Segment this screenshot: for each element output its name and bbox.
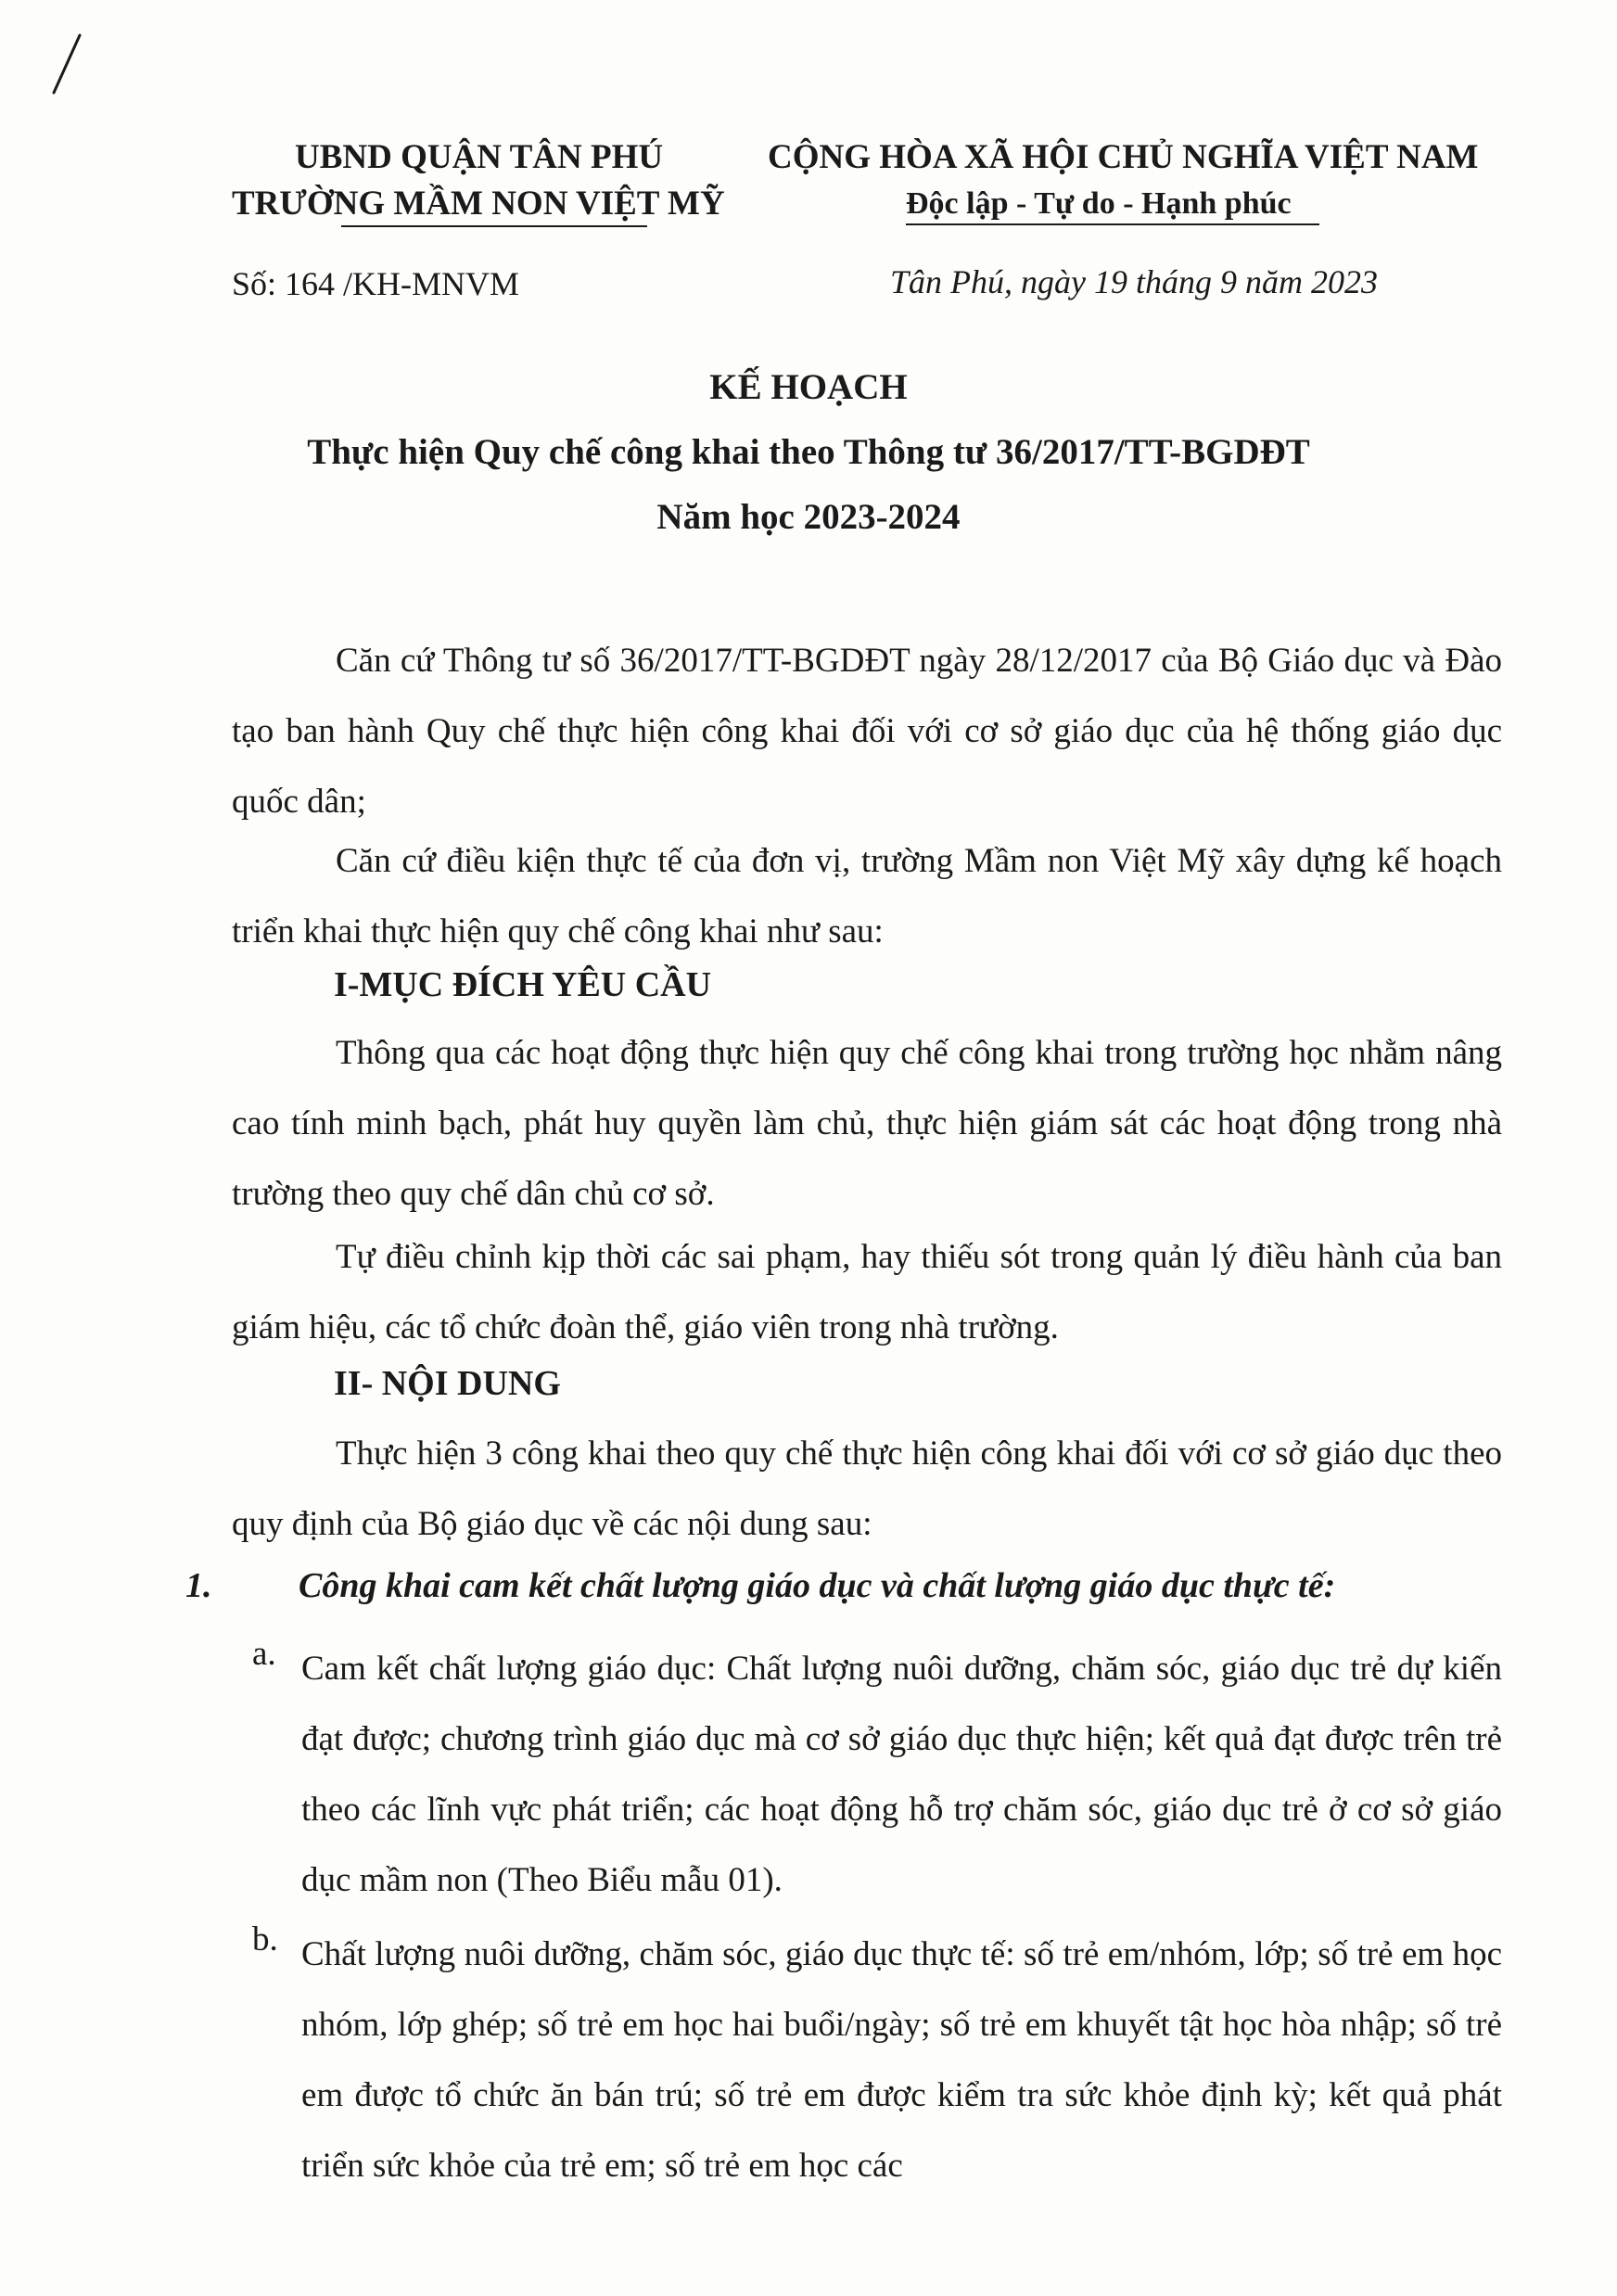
national-motto: Độc lập - Tự do - Hạnh phúc bbox=[906, 186, 1292, 221]
school-name-underline bbox=[341, 225, 647, 227]
section-heading-content: II- NỘI DUNG bbox=[334, 1364, 561, 1403]
document-subtitle: Thực hiện Quy chế công khai theo Thông tư 36/2017/TT-BGDĐT bbox=[307, 432, 1310, 472]
paragraph-content-intro: Thực hiện 3 công khai theo quy chế thực hiện công khai đối với cơ sở giáo dục theo quy định của Bộ giáo dục về các nội dung sau: bbox=[232, 1435, 1502, 1543]
sub-item-text-b: Chất lượng nuôi dưỡng, chăm sóc, giáo dục thực tế: số trẻ em/nhóm, lớp; số trẻ em học nhóm, lớp ghép; số trẻ em học hai buổi/ngày; số trẻ em khuyết tật học hòa nhập; số trẻ em được tổ chức ăn bán trú; số trẻ em được kiểm tra sức khỏe định kỳ; kết quả phát triển sức khỏe của trẻ em; số trẻ em học các bbox=[301, 1935, 1502, 2185]
national-motto-underline bbox=[906, 223, 1319, 225]
agency-name: UBND QUẬN TÂN PHÚ bbox=[295, 138, 664, 176]
paragraph-purpose-1: Thông qua các hoạt động thực hiện quy chế công khai trong trường học nhằm nâng cao tính minh bạch, phát huy quyền làm chủ, thực hiện giám sát các hoạt động trong nhà trường theo quy chế dân chủ cơ sở. bbox=[232, 1034, 1502, 1213]
sub-item-text-a: Cam kết chất lượng giáo dục: Chất lượng nuôi dưỡng, chăm sóc, giáo dục trẻ dự kiến đạt được; chương trình giáo dục mà cơ sở giáo dục thực hiện; kết quả đạt được trên trẻ theo các lĩnh vực phát triển; các hoạt động hỗ trợ chăm sóc, giáo dục trẻ ở cơ sở giáo dục mầm non (Theo Biểu mẫu 01). bbox=[301, 1650, 1502, 1899]
sub-item-letter-a: a. bbox=[252, 1635, 276, 1673]
paragraph-purpose-2: Tự điều chỉnh kịp thời các sai phạm, hay thiếu sót trong quản lý điều hành của ban giám hiệu, các tổ chức đoàn thể, giáo viên trong nhà trường. bbox=[232, 1238, 1502, 1346]
paragraph-legal-basis-2: Căn cứ điều kiện thực tế của đơn vị, trường Mầm non Việt Mỹ xây dựng kế hoạch triển khai thực hiện quy chế công khai như sau: bbox=[232, 842, 1502, 950]
national-title: CỘNG HÒA XÃ HỘI CHỦ NGHĨA VIỆT NAM bbox=[768, 138, 1479, 176]
handwritten-slash-mark bbox=[48, 32, 85, 96]
section-heading-purpose: I-MỤC ĐÍCH YÊU CẦU bbox=[334, 965, 712, 1004]
document-title: KẾ HOẠCH bbox=[709, 367, 908, 407]
document-date: Tân Phú, ngày 19 tháng 9 năm 2023 bbox=[890, 263, 1378, 300]
document-number: Số: 164 /KH-MNVM bbox=[232, 265, 520, 302]
item-heading: Công khai cam kết chất lượng giáo dục và chất lượng giáo dục thực tế: bbox=[299, 1566, 1336, 1605]
school-year: Năm học 2023-2024 bbox=[656, 497, 961, 537]
item-number: 1. bbox=[185, 1566, 212, 1605]
sub-item-letter-b: b. bbox=[252, 1920, 278, 1958]
paragraph-legal-basis-1: Căn cứ Thông tư số 36/2017/TT-BGDĐT ngày 28/12/2017 của Bộ Giáo dục và Đào tạo ban hành Quy chế thực hiện công khai đối với cơ sở giáo dục của hệ thống giáo dục quốc dân; bbox=[232, 642, 1502, 821]
school-name: TRƯỜNG MẦM NON VIỆT MỸ bbox=[232, 185, 725, 223]
